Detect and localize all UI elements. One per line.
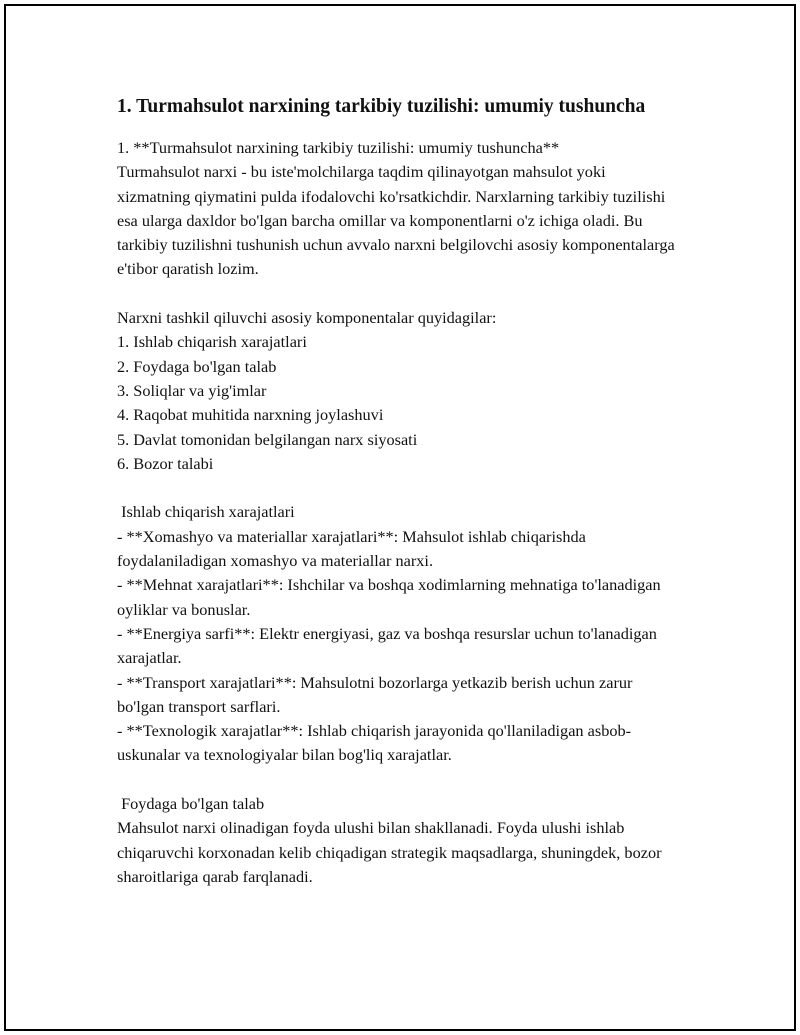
document-body	[117, 93, 677, 889]
cost-item: - **Xomashyo va materiallar xarajatlari**: Mahsulot ishlab chiqarishda foydalaniladigan xomashyo va materiallar narxi.	[117, 526, 590, 571]
section-heading: Ishlab chiqarish xarajatlari	[117, 502, 295, 522]
component-item: 4. Raqobat muhitida narxning joylashuvi	[117, 405, 384, 425]
spacer	[117, 476, 677, 500]
section-heading: Foydaga bo'lgan talab	[117, 794, 265, 814]
document-title: 1. Turmahsulot narxining tarkibiy tuzilishi: umumiy tushuncha	[117, 96, 646, 117]
cost-item: - **Mehnat xarajatlari**: Ishchilar va boshqa xodimlarning mehnatiga to'lanadigan oyliklar va bonuslar.	[117, 575, 665, 619]
components-intro: Narxni tashkil qiluvchi asosiy komponentalar quyidagilar:	[117, 308, 497, 328]
section-paragraph: Mahsulot narxi olinadigan foyda ulushi bilan shakllanadi. Foyda ulushi ishlab chiqaruvchi korxonadan kelib chiqadigan strategik maqsadlarga, shuningdek, bozor sharoitlariga qarab farqlanadi.	[117, 818, 666, 886]
cost-item: - **Energiya sarfi**: Elektr energiyasi, gaz va boshqa resurslar uchun to'lanadigan xarajatlar.	[117, 623, 661, 668]
intro-paragraph: 1. **Turmahsulot narxining tarkibiy tuzilishi: umumiy tushuncha** Turmahsulot narxi - bu iste'molchilarga taqdim qilinayotgan mahsulot yoki xizmatning qiymatini pulda ifodalovchi ko'rsatkichdir. Narxlarning tarkibiy tuzilishi esa ularga daxldor bo'lgan barcha omillar va komponentlarni o'z ichiga oladi. Bu tarkibiy tuzilishni tushunish uchun avvalo narxni belgilovchi asosiy komponentalarga e'tibor qaratish lozim.	[117, 138, 675, 279]
spacer	[117, 768, 677, 792]
component-item: 1. Ishlab chiqarish xarajatlari	[117, 332, 307, 352]
component-item: 6. Bozor talabi	[117, 453, 214, 473]
cost-item: - **Texnologik xarajatlar**: Ishlab chiqarish jarayonida qo'llaniladigan asbob-uskunalar va texnologiyalar bilan bog'liq xarajatlar.	[117, 721, 632, 765]
cost-item: - **Transport xarajatlari**: Mahsulotni bozorlarga yetkazib berish uchun zarur bo'lgan transport sarflari.	[117, 672, 637, 716]
component-item: 2. Foydaga bo'lgan talab	[117, 356, 277, 376]
component-item: 5. Davlat tomonidan belgilangan narx siyosati	[117, 429, 418, 449]
spacer	[117, 282, 677, 306]
component-item: 3. Soliqlar va yig'imlar	[117, 380, 267, 400]
